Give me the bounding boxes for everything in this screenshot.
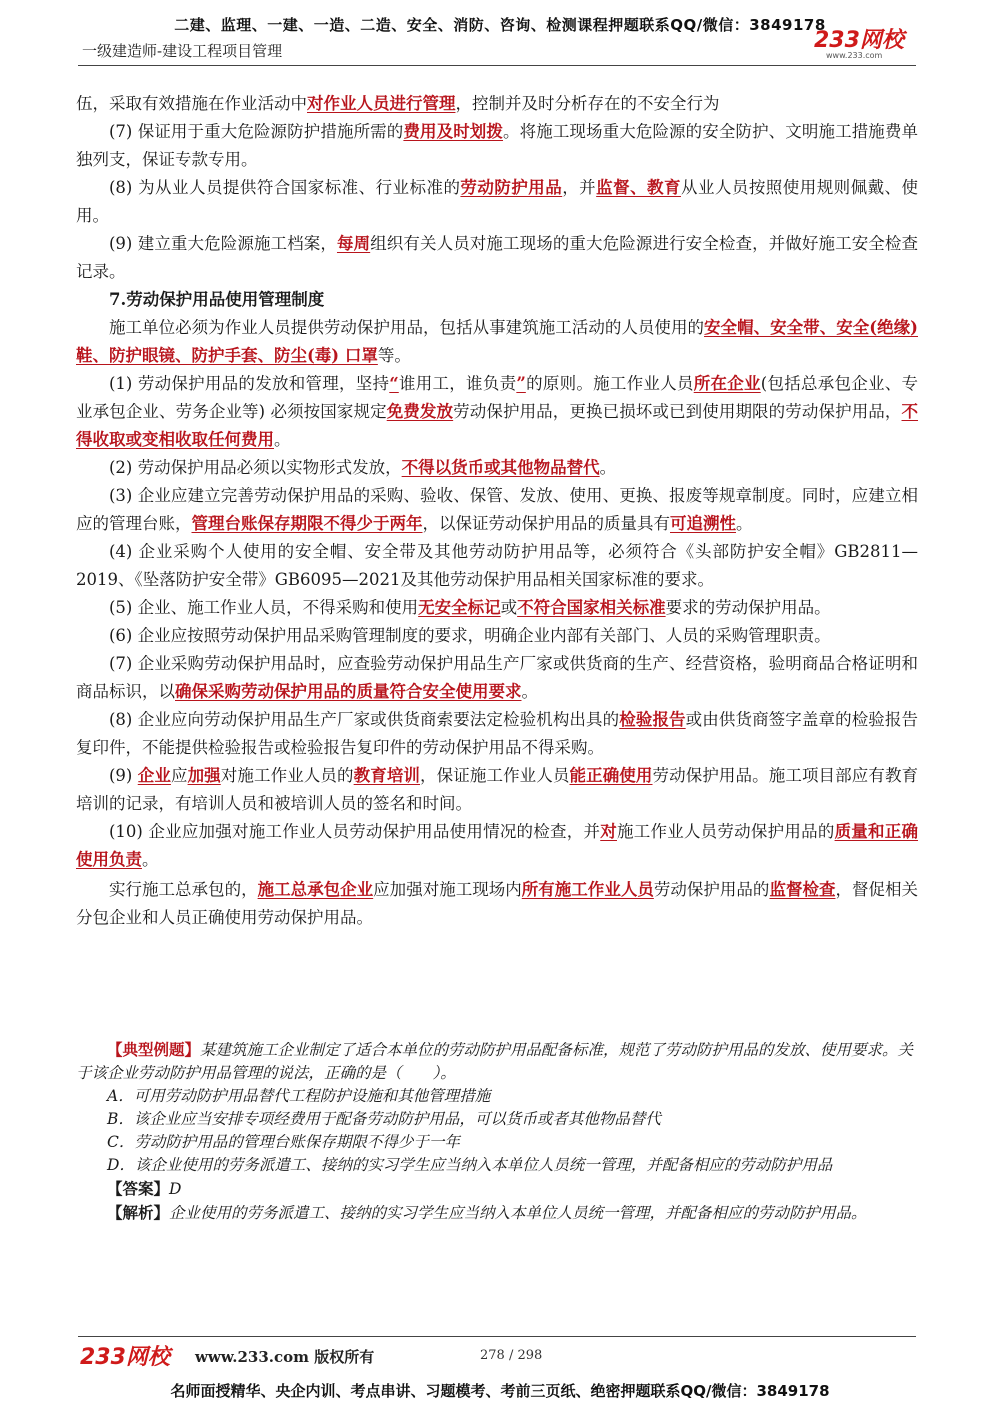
text-run: (10) 企业应加强对施工作业人员劳动保护用品使用情况的检查，并 (109, 822, 601, 841)
example-question-text: 某建筑施工企业制定了适合本单位的劳动防护用品配备标准，规范了劳动防护用品的发放、使用要求。关于该企业劳动防护用品管理的说法，正确的是（ ）。 (76, 1041, 914, 1082)
paragraph (76, 314, 918, 370)
text-run: (7) 保证用于重大危险源防护措施所需的 (109, 122, 404, 141)
highlight-text: 不得以货币或其他物品替代 (401, 458, 600, 477)
paragraph (76, 454, 918, 482)
highlight-text: 无安全标记 (418, 598, 501, 617)
answer-tag: 【答案】 (107, 1179, 170, 1198)
text-run: 劳动保护用品的 (653, 880, 770, 899)
text-run: 应加强对施工现场内 (373, 880, 522, 899)
highlight-text: 对 (600, 822, 617, 841)
text-run: 从业人员按照使用规则佩戴、使用。 (76, 178, 919, 225)
highlight-text: 确保采购劳动保护用品的质量符合安全使用要求 (175, 682, 522, 701)
paragraph (76, 370, 918, 454)
highlight-text: 管理台账保存期限不得少于 (191, 514, 390, 533)
text-run: 。 (599, 458, 617, 477)
paragraph (76, 818, 918, 874)
text-run: 劳动保护用品。施工项目部应有教育培训的记录，有培训人员和被培训人员的签名和时间。 (76, 766, 919, 813)
text-run: 。 (736, 514, 753, 533)
footer-divider (78, 1336, 916, 1337)
highlight-text: ” (516, 374, 526, 393)
paragraph (76, 876, 918, 932)
paragraph (76, 90, 918, 118)
text-run: 实行施工总承包的， (109, 880, 258, 899)
bottom-banner: 名师面授精华、央企内训、考点串讲、习题模考、考前三页纸、绝密押题联系QQ/微信：3849178 (170, 1382, 830, 1400)
text-run: ，督促相关分包企业和人员正确使用劳动保护用品。 (76, 880, 919, 927)
option-a: A．可用劳动防护用品替代工程防护设施和其他管理措施 (107, 1087, 491, 1105)
header-subtitle: 一级建造师-建设工程项目管理 (82, 42, 283, 60)
example-block (76, 1038, 918, 1225)
option-b: B．该企业应当安排专项经费用于配备劳动防护用品，可以货币或者其他物品替代 (107, 1110, 661, 1128)
top-banner: 二建、监理、一建、一造、二造、安全、消防、咨询、检测课程押题联系QQ/微信：3849178 (174, 16, 826, 34)
text-run: (9) (109, 766, 138, 785)
paragraph (76, 650, 918, 706)
text-run: 伍，采取有效措施在作业活动中 (76, 94, 307, 113)
highlight-text: 加强 (187, 766, 221, 785)
text-run: 。 (521, 682, 538, 701)
analysis-line (76, 1201, 918, 1225)
highlight-text: 安全帽、安全带、安全(绝缘) 鞋、防护眼镜、防护手套、防尘(毒) 口罩 (76, 318, 918, 365)
text-run: 要求的劳动保护用品。 (665, 598, 831, 617)
text-run: 组织有关人员对施工现场的重大危险源进行安全检查，并做好施工安全检查记录。 (76, 234, 919, 281)
paragraph (76, 538, 918, 594)
highlight-text: 费用及时划拨 (403, 122, 504, 141)
paragraph (76, 174, 918, 230)
text-run: (5) 企业、施工作业人员，不得采购和使用 (109, 598, 419, 617)
analysis-text: 企业使用的劳务派遣工、接纳的实习学生应当纳入本单位人员统一管理，并配备相应的劳动防护用品。 (169, 1204, 867, 1222)
footer-logo: 233网校 (80, 1345, 170, 1370)
paragraph (76, 622, 918, 650)
highlight-text: 质量和正确使用负责 (76, 822, 919, 869)
highlight-text: 免费发放 (386, 402, 454, 421)
text-run: 应 (170, 766, 188, 785)
highlight-text: 教育培训 (353, 766, 421, 785)
footer-copyright: www.233.com 版权所有 (195, 1348, 375, 1366)
text-run: (2) 劳动保护用品必须以实物形式发放， (109, 458, 402, 477)
highlight-text: 施工总承包企业 (257, 880, 374, 899)
highlight-text: 不符合国家相关标准 (517, 598, 666, 617)
text-run: 谁用工，谁负责 (398, 374, 517, 393)
logo-text: 233网校 (814, 28, 904, 53)
paragraph (76, 118, 918, 174)
text-run: (9) 建立重大危险源施工档案， (109, 234, 337, 253)
text-run: ，控制并及时分析存在的不安全行为 (455, 94, 720, 113)
example-question (76, 1038, 918, 1085)
paragraph (76, 230, 918, 286)
highlight-text: 不得收取或变相收取任何费用 (76, 402, 919, 449)
text-run: (3) 企业应建立完善劳动保护用品的采购、验收、保管、发放、使用、更换、报废等规章制度。同时，应建立相应的管理台账， (76, 486, 918, 533)
answer-value: D (169, 1180, 182, 1198)
text-run: 。 (142, 850, 159, 869)
brand-logo (814, 30, 914, 60)
highlight-text: 对作业人员进行管理 (307, 94, 456, 113)
example-tag: 【典型例题】 (107, 1040, 201, 1059)
answer-line (76, 1177, 918, 1201)
section-heading: 7.劳动保护用品使用管理制度 (109, 290, 325, 309)
highlight-text: 检验报告 (619, 710, 686, 729)
text-run: 。将施工现场重大危险源的安全防护、文明施工措施费单独列支，保证专款专用。 (76, 122, 919, 169)
header-divider (78, 65, 916, 66)
text-run: (6) 企业应按照劳动保护用品采购管理制度的要求，明确企业内部有关部门、人员的采购管理职责。 (109, 626, 831, 645)
text-run: (8) 企业应向劳动保护用品生产厂家或供货商索要法定检验机构出具的 (109, 710, 620, 729)
highlight-text: 所在企业 (693, 374, 761, 393)
logo-url: www.233.com (826, 51, 883, 60)
main-content (76, 90, 918, 932)
highlight-text: 劳动防护用品 (460, 178, 563, 197)
highlight-text: 监督检查 (769, 880, 836, 899)
text-run: ，保证施工作业人员 (420, 766, 570, 785)
highlight-text: “ (389, 374, 399, 393)
text-run: (包括总承包企业、专业承包企业、劳务企业等) 必须按国家规定 (76, 374, 919, 421)
analysis-tag: 【解析】 (107, 1203, 170, 1222)
text-run: 或由供货商签字盖章的检验报告复印件，不能提供检验报告或检验报告复印件的劳动保护用品不得采购。 (76, 710, 919, 757)
text-run: 。 (274, 430, 291, 449)
option-c: C．劳动防护用品的管理台账保存期限不得少于一年 (107, 1133, 460, 1151)
paragraph (76, 762, 918, 818)
text-run: (7) 企业采购劳动保护用品时，应查验劳动保护用品生产厂家或供货商的生产、经营资格，验明商品合格证明和商品标识，以 (76, 654, 918, 701)
highlight-text: 监督、教育 (596, 178, 681, 197)
highlight-text: 能正确使用 (569, 766, 653, 785)
text-run: (4) 企业采购个人使用的安全帽、安全带及其他劳动防护用品等，必须符合《头部防护安全帽》GB2811—2019、《坠落防护安全带》GB6095—2021及其他劳动保护用品相关国家标准的要求。 (76, 542, 918, 589)
paragraph (76, 482, 918, 538)
highlight-text: 两年 (389, 514, 423, 533)
text-run: 或 (500, 598, 518, 617)
text-run: ，并 (562, 178, 597, 197)
highlight-text: 每周 (336, 234, 371, 253)
option-d: D．该企业使用的劳务派遣工、接纳的实习学生应当纳入本单位人员统一管理，并配备相应的劳动防护用品 (107, 1156, 833, 1174)
text-run: ，以保证劳动保护用品的质量具有 (422, 514, 670, 533)
text-run: 施工单位必须为作业人员提供劳动保护用品，包括从事建筑施工活动的人员使用的 (109, 318, 705, 337)
text-run: 对施工作业人员的 (220, 766, 354, 785)
text-run: 劳动保护用品，更换已损坏或已到使用期限的劳动保护用品， (453, 402, 902, 421)
paragraph (76, 594, 918, 622)
highlight-text: 可追溯性 (670, 514, 736, 533)
highlight-text: 所有施工作业人员 (521, 880, 654, 899)
text-run: (8) 为从业人员提供符合国家标准、行业标准的 (109, 178, 461, 197)
text-run: (1) 劳动保护用品的发放和管理，坚持 (109, 374, 390, 393)
text-run: 等。 (377, 346, 411, 365)
page-number: 278 / 298 (480, 1348, 543, 1363)
text-run: 施工作业人员劳动保护用品的 (616, 822, 835, 841)
highlight-text: 企业 (137, 766, 171, 785)
paragraph (76, 706, 918, 762)
text-run: 的原则。施工作业人员 (525, 374, 694, 393)
